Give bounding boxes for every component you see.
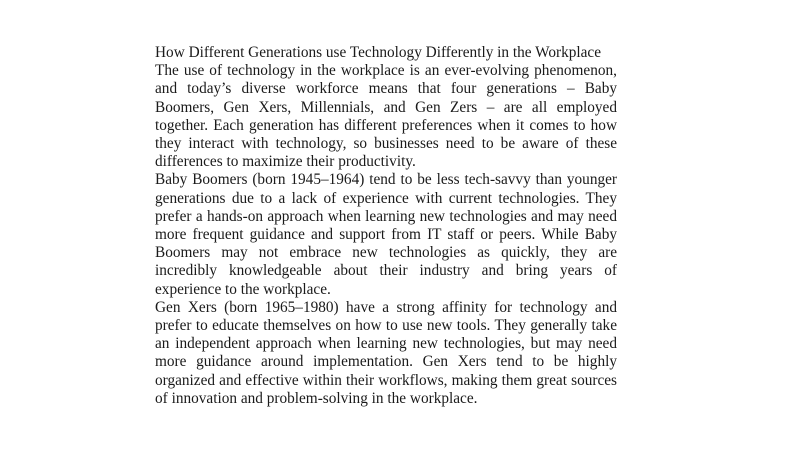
paragraph-baby-boomers: Baby Boomers (born 1945–1964) tend to be less tech-savvy than younger generations due to a lack of experience with current technologies. They prefer a hands-on approach when learning new technologies and may need more frequent guidance and support from IT staff or peers. While Baby Boomers may not embrace new technologies as quickly, they are incredibly knowledgeable about their industry and bring years of experience to the workplace. xyxy=(155,171,617,298)
document-title: How Different Generations use Technology Differently in the Workplace xyxy=(155,44,601,61)
paragraph-intro: The use of technology in the workplace is an ever-evolving phenomenon, and today’s diverse workforce means that four generations – Baby Boomers, Gen Xers, Millennials, and Gen Zers – are all employed together. Each generation has different preferences when it comes to how they interact with technology, so businesses need to be aware of these differences to maximize their productivity. xyxy=(155,62,617,171)
document-body xyxy=(155,44,617,408)
paragraph-gen-x: Gen Xers (born 1965–1980) have a strong affinity for technology and prefer to educate themselves on how to use new tools. They generally take an independent approach when learning new technologies, but may need more guidance around implementation. Gen Xers tend to be highly organized and effective within their workflows, making them great sources of innovation and problem-solving in the workplace. xyxy=(155,298,617,407)
